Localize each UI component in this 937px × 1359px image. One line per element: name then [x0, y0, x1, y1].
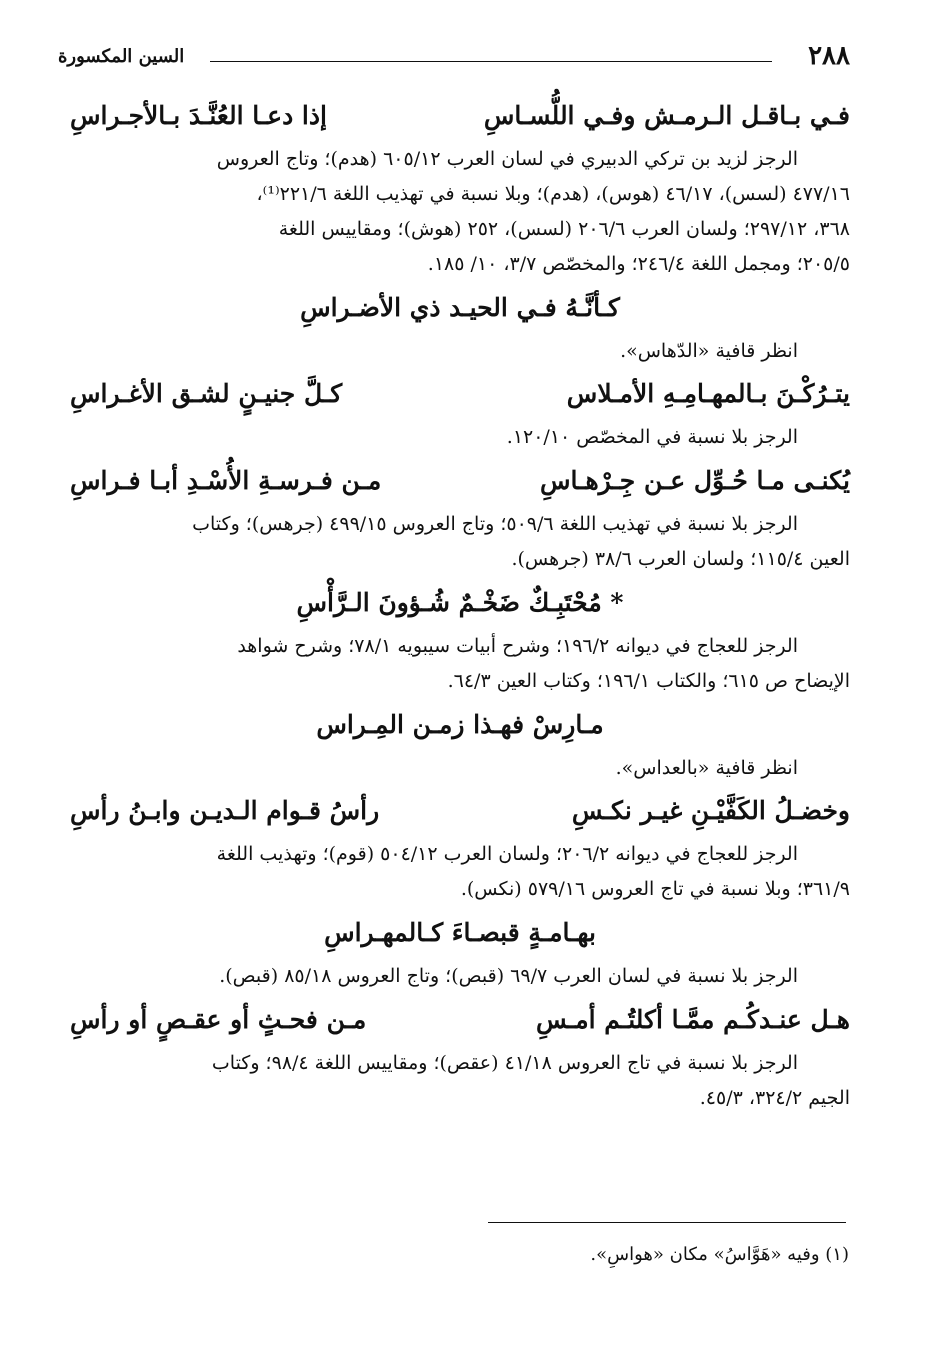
- footnote-rule: [488, 1222, 846, 1223]
- source-note: [70, 629, 850, 699]
- note-line: ٣٦٨، ٢٩٧/١٢؛ ولسان العرب ٢٠٦/٦ (لسس)، ٢٥٢ (هوش)؛ ومقاييس اللغة: [278, 218, 850, 240]
- page-number: ٢٨٨: [808, 41, 850, 71]
- verse-hemistich-right: فـي بـاقـل الـرمـش وفـي اللُّسـاسِ: [483, 101, 850, 130]
- verse-hemistich-right: وخضـلُ الكَفَّيْـنِ غيـر نكـسِ: [571, 796, 850, 825]
- verse-single: * مُحْتَبِـكٌ ضَخْـمٌ شُـؤونَ الـرَّأْسِ: [296, 588, 624, 617]
- verse-single: كـأنَّـهُ فـي الحيـد ذي الأضـراسِ: [300, 293, 620, 322]
- note-line: الجيم ٣٢٤/٢، ٤٥/٣.: [699, 1087, 850, 1109]
- footnote: (١) وفيه «هَوَّاسُ» مكان «هواسِ».: [590, 1244, 849, 1265]
- note-line: الرجز بلا نسبة في تاج العروس ٤١/١٨ (عقص)؛ ومقاييس اللغة ٩٨/٤؛ وكتاب: [211, 1052, 798, 1074]
- verse-couplet: [70, 785, 850, 837]
- source-note: [70, 420, 850, 455]
- source-note: [70, 1046, 850, 1116]
- cross-reference: انظر قافية «الدّهاس».: [620, 340, 798, 362]
- note-line: ٤٧٧/١٦ (لسس)، ٤٦/١٧ (هوس)، (هدم)؛ وبلا نسبة في تهذيب اللغة ٢٢١/٦⁽¹⁾،: [256, 183, 850, 205]
- note-line: العين ١١٥/٤؛ ولسان العرب ٣٨/٦ (جرهس).: [511, 548, 850, 570]
- note-line: ٢٠٥/٥؛ ومجمل اللغة ٢٤٦/٤؛ والمخصّص ٣/٧، ١٠/ ١٨٥.: [427, 253, 850, 275]
- verse-hemistich-left: كـلَّ جنيـنٍ لشـق الأغـراسِ: [70, 379, 343, 408]
- verse-couplet: [70, 368, 850, 420]
- page-header: [58, 38, 850, 74]
- verse-couplet: [70, 994, 850, 1046]
- verse-hemistich-left: مـن فـرسـةِ الأُسْـدِ أبـا فـراسِ: [70, 466, 382, 495]
- verse-single: بهـامـةٍ قبصـاءَ كـالمهـراسِ: [324, 918, 596, 947]
- source-note: [70, 142, 850, 282]
- verse-couplet: [70, 90, 850, 142]
- verse-hemistich-left: رأسُ قـوام الـديـن وابـنُ رأسِ: [70, 796, 380, 825]
- verse-couplet: [70, 455, 850, 507]
- verse-hemistich-right: يتـرُكْـنَ بـالمهـامِـهِ الأمـلاس: [566, 379, 850, 408]
- note-line: الرجز لزيد بن تركي الدبيري في لسان العرب ٦٠٥/١٢ (هدم)؛ وتاج العروس: [216, 148, 798, 170]
- verse-hemistich-left: إذا دعـا العُنَّـدَ بـالأجـراسِ: [70, 101, 327, 130]
- note-line: الرجز بلا نسبة في تهذيب اللغة ٥٠٩/٦؛ وتاج العروس ٤٩٩/١٥ (جرهس)؛ وكتاب: [192, 513, 798, 535]
- verse-hemistich-right: هـل عنـدكُـم ممَّـا أكلتُـم أمـسِ: [536, 1005, 850, 1034]
- cross-reference: انظر قافية «بالعداس».: [615, 757, 798, 779]
- source-note: [70, 507, 850, 577]
- verse-hemistich-left: مـن فحـثٍ أو عقـصٍ أو رأسِ: [70, 1005, 367, 1034]
- page-body: [70, 90, 850, 1116]
- header-rule: [210, 61, 772, 62]
- note-line: الإيضاح ص ٦١٥؛ والكتاب ١٩٦/١؛ وكتاب العين ٦٤/٣.: [447, 670, 850, 692]
- note-line: الرجز للعجاج في ديوانه ١٩٦/٢؛ وشرح أبيات سيبويه ٧٨/١؛ وشرح شواهد: [237, 635, 798, 657]
- note-line: الرجز بلا نسبة في لسان العرب ٦٩/٧ (قبص)؛ وتاج العروس ٨٥/١٨ (قبص).: [219, 965, 798, 987]
- verse-single: مـارِسْ فهـذا زمـن المِـراس: [316, 710, 604, 739]
- note-line: ٣٦١/٩؛ وبلا نسبة في تاج العروس ٥٧٩/١٦ (نكس).: [460, 878, 850, 900]
- source-note: [70, 959, 850, 994]
- source-note: [70, 837, 850, 907]
- note-line: الرجز للعجاج في ديوانه ٢٠٦/٢؛ ولسان العرب ٥٠٤/١٢ (قوم)؛ وتهذيب اللغة: [216, 843, 798, 865]
- running-title: السين المكسورة: [58, 46, 185, 67]
- note-line: الرجز بلا نسبة في المخصّص ١٢٠/١٠.: [506, 426, 798, 448]
- verse-hemistich-right: يُكنـى مـا حُـوِّل عـن جِـرْهـاسِ: [540, 466, 850, 495]
